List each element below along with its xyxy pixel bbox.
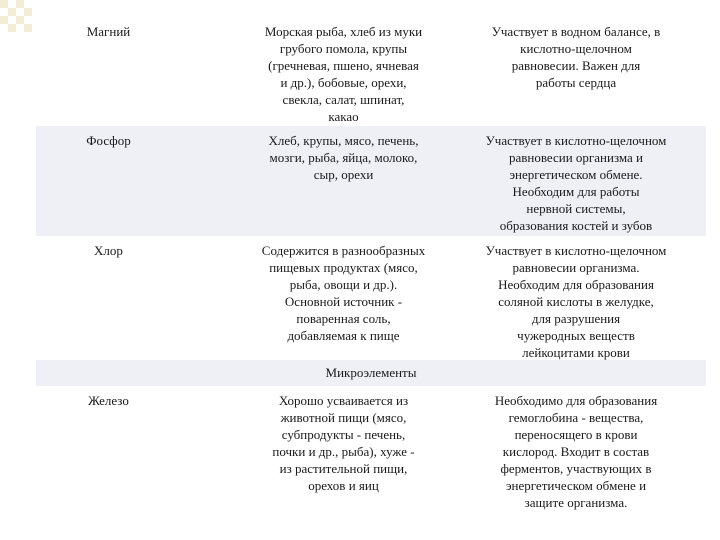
element-name: Хлор [94, 243, 123, 258]
text-line: кислород. Входит в состав [502, 444, 650, 459]
text-line: сыр, орехи [313, 167, 374, 182]
table-row-iron [36, 386, 706, 516]
text-line: равновесии организма и [508, 150, 644, 165]
food-sources [236, 236, 451, 360]
biological-role [451, 126, 706, 236]
text-line: и др.), бобовые, орехи, [280, 75, 407, 90]
text-line: Участвует в кислотно-щелочном [485, 243, 667, 258]
text-line: какао [328, 109, 359, 124]
text-line: Хлеб, крупы, мясо, печень, [268, 133, 419, 148]
text-line: ферментов, участвующих в [500, 461, 652, 476]
biological-role [451, 236, 706, 360]
text-line: равновесии. Важен для [511, 58, 641, 73]
text-line: чужеродных веществ [517, 328, 635, 343]
text-line: соляной кислоты в желудке, [498, 294, 654, 309]
text-line: для разрушения [531, 311, 621, 326]
text-line: свекла, салат, шпинат, [282, 92, 405, 107]
food-sources [236, 126, 451, 236]
text-line: рыба, овощи и др.). [289, 277, 398, 292]
element-name: Железо [88, 393, 129, 408]
table-row-magnesium [36, 12, 706, 126]
corner-decoration [0, 0, 40, 40]
food-sources [236, 386, 451, 516]
element-name: Магний [86, 24, 131, 39]
biological-role [451, 386, 706, 516]
text-line: животной пищи (мясо, [280, 410, 407, 425]
text-line: Участвует в кислотно-щелочном [485, 133, 667, 148]
text-line: добавляемая к пище [287, 328, 400, 343]
element-name: Фосфор [86, 133, 131, 148]
text-line: Необходим для образования [498, 277, 654, 292]
text-line: Участвует в водном балансе, в [491, 24, 661, 39]
text-line: Хорошо усваивается из [278, 393, 409, 408]
text-line: субпродукты - печень, [281, 427, 406, 442]
text-line: Морская рыба, хлеб из муки [264, 24, 423, 39]
text-line: пищевых продуктах (мясо, [269, 260, 418, 275]
food-sources [236, 12, 451, 126]
text-line: энергетическом обмене и [505, 478, 647, 493]
section-header-microelements [36, 360, 706, 386]
table-row-phosphorus [36, 126, 706, 236]
text-line: орехов и яиц [308, 478, 379, 493]
text-line: образования костей и зубов [499, 218, 653, 233]
text-line: гемоглобина - вещества, [508, 410, 644, 425]
biological-role [451, 12, 706, 126]
text-line: кислотно-щелочном [520, 41, 632, 56]
text-line: защите организма. [524, 495, 628, 510]
table-row-chlorine [36, 236, 706, 360]
nutrients-table [36, 12, 706, 516]
text-line: равновесии организма. [512, 260, 640, 275]
text-line: нервной системы, [526, 201, 626, 216]
text-line: переносящего в крови [514, 427, 638, 442]
text-line: Необходим для работы [512, 184, 640, 199]
text-line: грубого помола, крупы [279, 41, 408, 56]
text-line: Основной источник - [284, 294, 403, 309]
text-line: почки и др., рыба), хуже - [272, 444, 415, 459]
text-line: Необходимо для образования [494, 393, 658, 408]
text-line: работы сердца [535, 75, 617, 90]
text-line: Содержится в разнообразных [261, 243, 426, 258]
text-line: лейкоцитами крови [522, 345, 630, 360]
text-line: мозги, рыба, яйца, молоко, [269, 150, 418, 165]
text-line: поваренная соль, [296, 311, 391, 326]
text-line: энергетическом обмене. [509, 167, 643, 182]
text-line: из растительной пищи, [279, 461, 408, 476]
section-title: Микроэлементы [325, 365, 417, 380]
text-line: (гречневая, пшено, ячневая [268, 58, 419, 73]
